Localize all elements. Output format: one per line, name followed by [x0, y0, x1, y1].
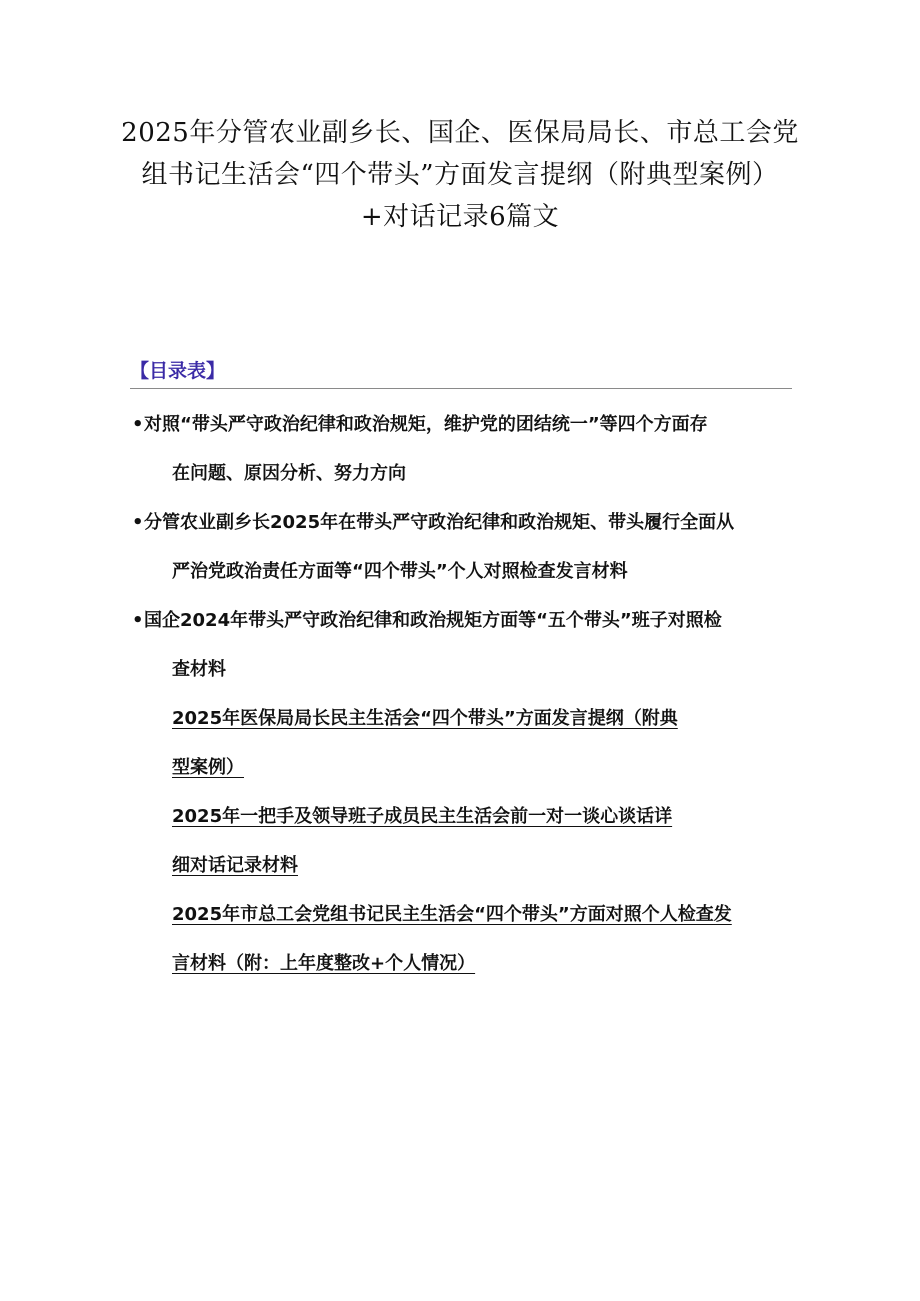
toc-link-6[interactable]	[130, 890, 792, 988]
toc-item-line: 分管农业副乡长2025年在带头严守政治纪律和政治规矩、带头履行全面从	[144, 512, 735, 533]
bullet-icon: •	[132, 610, 144, 631]
toc-item-2[interactable]	[130, 498, 792, 596]
table-of-contents	[130, 400, 792, 988]
bullet-icon: •	[132, 512, 144, 533]
toc-link-line[interactable]: 2025年市总工会党组书记民主生活会“四个带头”方面对照个人检查发	[172, 904, 732, 925]
toc-heading: 【目录表】	[130, 360, 226, 382]
toc-divider	[130, 388, 792, 389]
toc-item-line: 国企2024年带头严守政治纪律和政治规矩方面等“五个带头”班子对照检	[144, 610, 722, 631]
toc-item-3[interactable]	[130, 596, 792, 694]
toc-link-line[interactable]: 细对话记录材料	[172, 855, 298, 876]
bullet-icon: •	[132, 414, 144, 435]
toc-item-line: 严治党政治责任方面等“四个带头”个人对照检查发言材料	[172, 561, 628, 582]
toc-item-line: 查材料	[172, 659, 226, 680]
toc-link-line[interactable]: 2025年一把手及领导班子成员民主生活会前一对一谈心谈话详	[172, 806, 673, 827]
toc-link-line[interactable]: 2025年医保局局长民主生活会“四个带头”方面发言提纲（附典	[172, 708, 678, 729]
toc-item-line: 对照“带头严守政治纪律和政治规矩，维护党的团结统一”等四个方面存	[144, 414, 708, 435]
toc-link-line[interactable]: 型案例）	[172, 757, 244, 778]
toc-link-5[interactable]	[130, 792, 752, 890]
toc-link-4[interactable]	[130, 694, 752, 792]
document-title: 2025年分管农业副乡长、国企、医保局局长、市总工会党组书记生活会“四个带头”方面发言提纲（附典型案例）+对话记录6篇文	[121, 118, 799, 232]
toc-link-line[interactable]: 言材料（附：上年度整改+个人情况）	[172, 953, 476, 974]
toc-item-line: 在问题、原因分析、努力方向	[172, 463, 406, 484]
toc-item-1[interactable]	[130, 400, 792, 498]
